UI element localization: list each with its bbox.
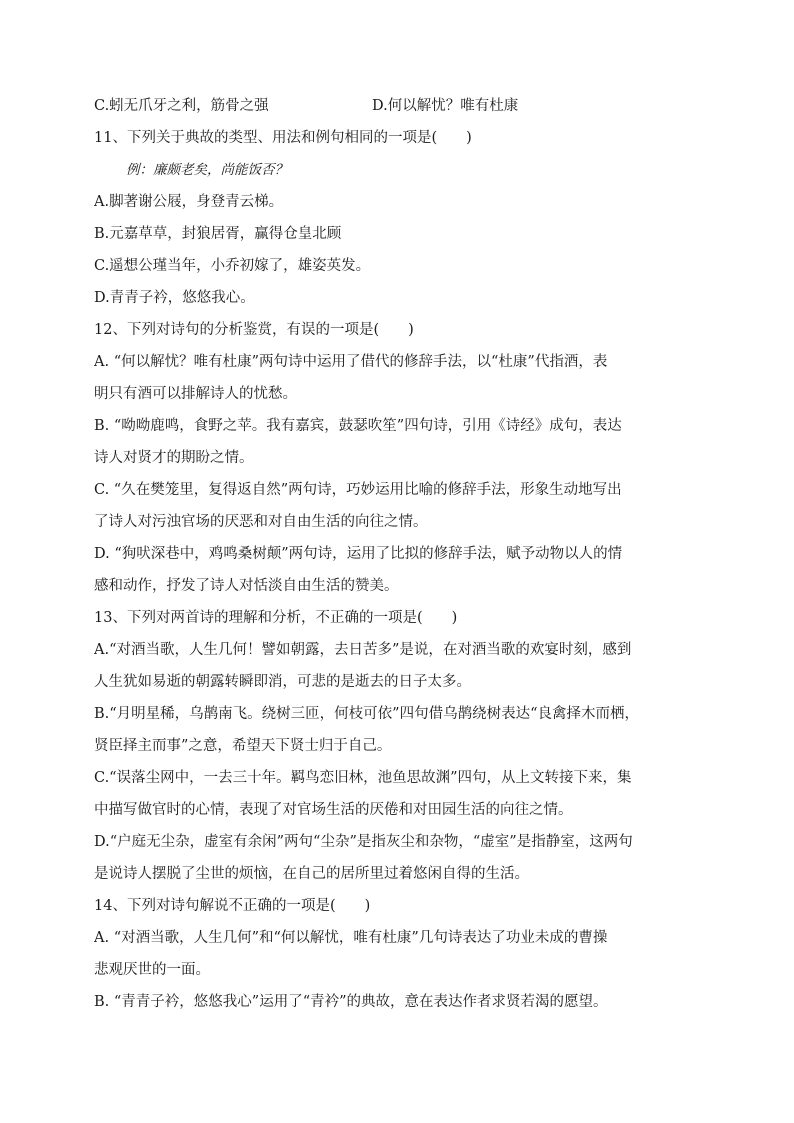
question-11-option-b: B.元嘉草草，封狼居胥，赢得仓皇北顾 xyxy=(94,226,342,242)
question-12-stem: 12、下列对诗句的分析鉴赏，有误的一项是( ) xyxy=(94,322,414,338)
question-11-example: 例：廉颇老矣，尚能饭否？ xyxy=(126,162,288,178)
question-14-option-a-line1: A. “对酒当歌，人生几何”和“何以解忧，唯有杜康”几句诗表达了功业未成的曹操 xyxy=(94,930,608,946)
question-11-option-a: A.脚著谢公屐，身登青云梯。 xyxy=(94,194,284,210)
question-13-option-b-line1: B.“月明星稀，乌鹊南飞。绕树三匝，何枝可依”四句借乌鹊绕树表达“良禽择木而栖， xyxy=(94,706,639,722)
question-12-option-a-line2: 明只有酒可以排解诗人的忧愁。 xyxy=(94,386,297,402)
question-12-option-d-line1: D. “狗吠深巷中，鸡鸣桑树颠”两句诗，运用了比拟的修辞手法，赋予动物以人的情 xyxy=(94,546,623,562)
question-11-option-c: C.遥想公瑾当年，小乔初嫁了，雄姿英发。 xyxy=(94,258,371,274)
question-12-option-b-line2: 诗人对贤才的期盼之情。 xyxy=(94,450,254,466)
question-14-stem: 14、下列对诗句解说不正确的一项是( ) xyxy=(94,898,371,914)
question-14-option-b: B. “青青子衿，悠悠我心”运用了“青衿”的典故，意在表达作者求贤若渴的愿望。 xyxy=(94,994,608,1010)
question-13-option-a-line1: A.“对酒当歌，人生几何！譬如朝露，去日苦多”是说，在对酒当歌的欢宴时刻，感到 xyxy=(94,642,632,658)
question-12-option-c-line1: C. “久在樊笼里，复得返自然”两句诗，巧妙运用比喻的修辞手法，形象生动地写出 xyxy=(94,482,622,498)
option-c-q10: C.蚓无爪牙之利，筋骨之强 xyxy=(94,98,269,114)
question-13-option-c-line2: 中描写做官时的心情，表现了对官场生活的厌倦和对田园生活的向往之情。 xyxy=(94,802,573,818)
question-12-option-c-line2: 了诗人对污浊官场的厌恶和对自由生活的向往之情。 xyxy=(94,514,428,530)
question-12-option-a-line1: A. “何以解忧？唯有杜康”两句诗中运用了借代的修辞手法，以“杜康”代指酒，表 xyxy=(94,354,608,370)
question-11-option-d: D.青青子衿，悠悠我心。 xyxy=(94,290,255,306)
question-14-option-a-line2: 悲观厌世的一面。 xyxy=(94,962,210,978)
option-d-q10: D.何以解忧？唯有杜康 xyxy=(372,98,519,114)
question-13-option-d-line2: 是说诗人摆脱了尘世的烦恼，在自己的居所里过着悠闲自得的生活。 xyxy=(94,866,529,882)
question-13-option-c-line1: C.“误落尘网中，一去三十年。羁鸟恋旧林，池鱼思故渊”四句，从上文转接下来，集 xyxy=(94,770,632,786)
question-11-stem: 11、下列关于典故的类型、用法和例句相同的一项是( ) xyxy=(94,130,472,146)
question-13-stem: 13、下列对两首诗的理解和分析，不正确的一项是( ) xyxy=(94,610,458,626)
question-12-option-b-line1: B. “呦呦鹿鸣，食野之苹。我有嘉宾，鼓瑟吹笙”四句诗，引用《诗经》成句，表达 xyxy=(94,418,622,434)
question-13-option-a-line2: 人生犹如易逝的朝露转瞬即消，可悲的是逝去的日子太多。 xyxy=(94,674,471,690)
question-13-option-d-line1: D.“户庭无尘杂，虚室有余闲”两句“尘杂”是指灰尘和杂物，“虚室”是指静室，这两句 xyxy=(94,834,633,850)
question-13-option-b-line2: 贤臣择主而事”之意，希望天下贤士归于自己。 xyxy=(94,738,392,754)
question-12-option-d-line2: 感和动作，抒发了诗人对恬淡自由生活的赞美。 xyxy=(94,578,399,594)
